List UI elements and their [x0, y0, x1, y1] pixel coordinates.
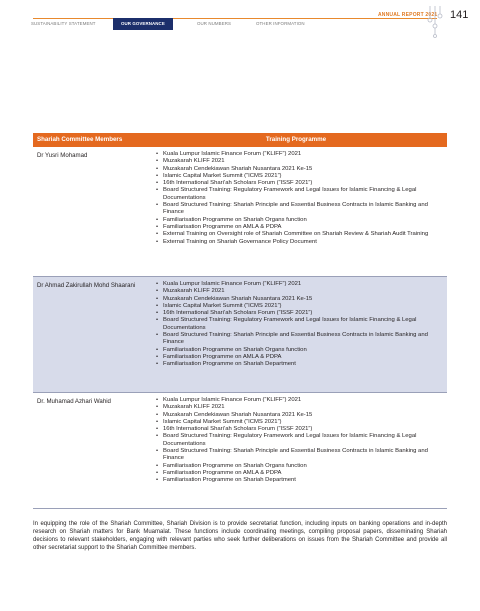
list-item: • Familiarisation Programme on Shariah Organs function: [156, 347, 441, 354]
list-item: • 16th International Shari’ah Scholars Forum (“ISSF 2021”): [156, 426, 441, 433]
list-item: • Islamic Capital Market Summit (“ICMS 2021”): [156, 303, 441, 310]
member-name: Dr Ahmad Zakirullah Mohd Shaarani: [37, 282, 136, 289]
list-item: • Board Structured Training: Shariah Principle and Essential Business Contracts in Islamic Banking and Finance: [156, 202, 441, 217]
column-header-training: Training Programme: [265, 136, 327, 143]
list-item: • Muzakarah Cendekiawan Shariah Nusantara 2021 Ke-15: [156, 296, 441, 303]
training-list: [33, 393, 447, 489]
list-item: • Familiarisation Programme on Shariah Department: [156, 477, 441, 484]
training-list: [33, 147, 447, 250]
member-name: Dr. Muhamad Azhari Wahid: [37, 398, 111, 405]
training-table: [33, 133, 447, 509]
list-item: • Board Structured Training: Regulatory Framework and Legal Issues for Islamic Financing & Legal Documentations: [156, 187, 441, 202]
list-item: • Familiarisation Programme on AMLA & PDPA: [156, 224, 441, 231]
list-item: • Familiarisation Programme on Shariah Organs function: [156, 217, 441, 224]
list-item: • Board Structured Training: Regulatory Framework and Legal Issues for Islamic Financing & Legal Documentations: [156, 317, 441, 332]
list-item: • Familiarisation Programme on Shariah Department: [156, 361, 441, 368]
list-item: • Kuala Lumpur Islamic Finance Forum (“KLIFF”) 2021: [156, 397, 441, 404]
list-item: • Kuala Lumpur Islamic Finance Forum (“KLIFF”) 2021: [156, 281, 441, 288]
annual-report-label: ANNUAL REPORT 2021: [378, 12, 438, 18]
list-item: • Board Structured Training: Shariah Principle and Essential Business Contracts in Islamic Banking and Finance: [156, 332, 441, 347]
list-item: • Muzakarah Cendekiawan Shariah Nusantara 2021 Ke-15: [156, 412, 441, 419]
list-item: • Muzakarah Cendekiawan Shariah Nusantara 2021 Ke-15: [156, 166, 441, 173]
list-item: • Muzakarah KLIFF 2021: [156, 288, 441, 295]
table-header: [33, 133, 447, 147]
list-item: • Board Structured Training: Regulatory Framework and Legal Issues for Islamic Financing & Legal Documentations: [156, 433, 441, 448]
list-item: • Kuala Lumpur Islamic Finance Forum (“KLIFF”) 2021: [156, 151, 441, 158]
list-item: • Islamic Capital Market Summit (“ICMS 2021”): [156, 419, 441, 426]
tab-our-governance[interactable]: OUR GOVERNANCE: [113, 18, 173, 30]
list-item: • 16th International Shari’ah Scholars Forum (“ISSF 2021”): [156, 310, 441, 317]
list-item: • External Training on Oversight role of Shariah Committee on Shariah Review & Shariah Audit Training: [156, 231, 441, 238]
table-row: [33, 393, 447, 509]
list-item: • 16th International Shari’ah Scholars Forum (“ISSF 2021”): [156, 180, 441, 187]
member-name: Dr Yusri Mohamad: [37, 152, 88, 159]
tab-sustainability-statement[interactable]: SUSTAINABILITY STATEMENT: [31, 21, 96, 26]
table-row: [33, 147, 447, 277]
body-paragraph: In equipping the role of the Shariah Committee, Shariah Division is to provide secretariat function, including inputs on banking operations and in-depth research on Shariah matters for Bank Muamalat. These functions include coordinating meetings, compiling proposal papers, disseminating Shariah decisions to relevant stakeholders, engaging with relevant parties who seek further deliberations on issues from the Shariah Committee and provide all other secretariat support to the Shariah Committee members.: [33, 521, 447, 551]
tab-our-numbers[interactable]: OUR NUMBERS: [197, 21, 232, 26]
list-item: • Familiarisation Programme on Shariah Organs function: [156, 463, 441, 470]
list-item: • External Training on Shariah Governance Policy Document: [156, 239, 441, 246]
page-header: [0, 0, 480, 40]
circuit-decoration-icon: [424, 6, 450, 38]
list-item: • Board Structured Training: Shariah Principle and Essential Business Contracts in Islamic Banking and Finance: [156, 448, 441, 463]
list-item: • Familiarisation Programme on AMLA & PDPA: [156, 354, 441, 361]
list-item: • Islamic Capital Market Summit (“ICMS 2021”): [156, 173, 441, 180]
list-item: • Muzakarah KLIFF 2021: [156, 158, 441, 165]
tab-other-information[interactable]: OTHER INFORMATION: [256, 21, 305, 26]
list-item: • Familiarisation Programme on AMLA & PDPA: [156, 470, 441, 477]
table-row: [33, 277, 447, 393]
training-list: [33, 277, 447, 373]
column-header-members: Shariah Committee Members: [37, 136, 123, 143]
list-item: • Muzakarah KLIFF 2021: [156, 404, 441, 411]
page-number: 141: [450, 9, 469, 21]
